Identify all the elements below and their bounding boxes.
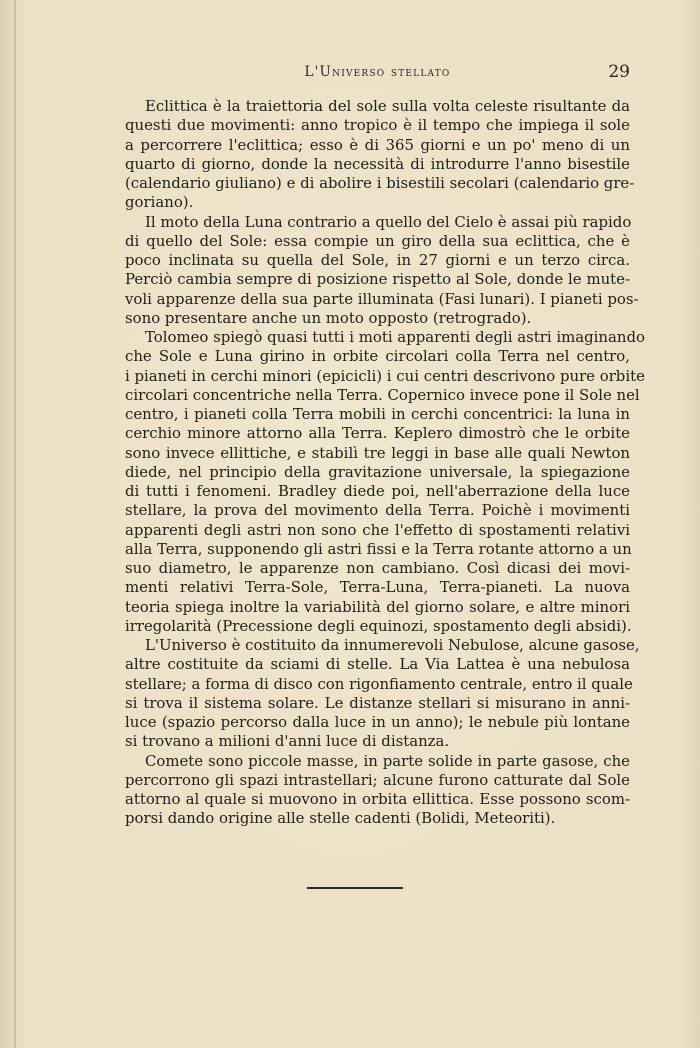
- end-rule: [307, 887, 403, 889]
- text-line: centro, i pianeti colla Terra mobili in cerchi concentrici: la luna in: [125, 405, 630, 423]
- text-line: Il moto della Luna contrario a quello del Cielo è assai più rapido: [145, 212, 632, 231]
- text-line: Perciò cambia sempre di posizione rispetto al Sole, donde le mute-: [125, 270, 630, 289]
- text-line: si trova il sistema solare. Le distanze stellari si misurano in anni-: [125, 693, 630, 712]
- text-line: L'Universo è costituito da innumerevoli Nebulose, alcune gasose,: [145, 636, 640, 654]
- text-line: Comete sono piccole masse, in parte solide in parte gasose, che: [145, 751, 630, 770]
- text-line: si trovano a milioni d'anni luce di distanza.: [125, 732, 450, 751]
- text-line: stellare, la prova del movimento della Terra. Poichè i movimenti: [125, 501, 630, 520]
- paragraph: [125, 97, 635, 213]
- paragraph: [125, 328, 645, 636]
- text-line: irregolarità (Precessione degli equinozi, spostamento degli absidi).: [125, 616, 632, 635]
- text-line: luce (spazio percorso dalla luce in un anno); le nebule più lontane: [125, 713, 630, 731]
- text-line: sono presentare anche un moto opposto (retrogrado).: [125, 308, 532, 327]
- text-line: che Sole e Luna girino in orbite circolari colla Terra nel centro,: [125, 347, 630, 366]
- paragraph: [125, 636, 640, 752]
- text-line: questi due movimenti: anno tropico è il tempo che impiega il sole: [125, 116, 630, 135]
- text-line: di quello del Sole: essa compie un giro della sua eclittica, che è: [125, 231, 630, 250]
- text-line: goriano).: [125, 193, 194, 212]
- text-line: sono invece ellittiche, e stabilì tre leggi in base alle quali Newton: [125, 443, 630, 462]
- text-line: a percorrere l'eclittica; esso è di 365 giorni e un po' meno di un: [125, 135, 630, 154]
- text-line: diede, nel principio della gravitazione universale, la spiegazione: [125, 462, 630, 481]
- text-line: cerchio minore attorno alla Terra. Keplero dimostrò che le orbite: [125, 424, 630, 443]
- page-number: 29: [608, 62, 630, 82]
- text-line: menti relativi Terra-Sole, Terra-Luna, Terra-pianeti. La nuova: [125, 578, 630, 597]
- text-line: Tolomeo spiegò quasi tutti i moti apparenti degli astri imaginando: [145, 328, 645, 346]
- text-line: attorno al quale si muovono in orbita ellittica. Esse possono scom-: [125, 790, 630, 808]
- text-line: quarto di giorno, donde la necessità di introdurre l'anno bisestile: [125, 154, 630, 173]
- text-line: alla Terra, supponendo gli astri fissi e la Terra rotante attorno a un: [125, 539, 632, 558]
- text-line: i pianeti in cerchi minori (epicicli) i cui centri descrivono pure orbite: [125, 366, 645, 385]
- page-header: [125, 62, 630, 88]
- text-line: percorrono gli spazi intrastellari; alcune furono catturate dal Sole: [125, 770, 630, 789]
- text-line: porsi dando origine alle stelle cadenti (Bolidi, Meteoriti).: [125, 809, 556, 828]
- text-line: Eclittica è la traiettoria del sole sulla volta celeste risultante da: [145, 97, 630, 115]
- paragraph: [125, 752, 630, 829]
- body-text: [125, 97, 645, 829]
- text-line: (calendario giuliano) e di abolire i bisestili secolari (calendario gre-: [125, 174, 635, 192]
- text-line: teoria spiega inoltre la variabilità del giorno solare, e altre minori: [125, 597, 630, 616]
- text-line: voli apparenze della sua parte illuminata (Fasi lunari). I pianeti pos-: [125, 289, 639, 308]
- paragraph: [125, 212, 639, 329]
- text-line: suo diametro, le apparenze non cambiano. Così dicasi dei movi-: [125, 559, 630, 577]
- text-line: altre costituite da sciami di stelle. La Via Lattea è una nebulosa: [125, 655, 630, 674]
- text-line: poco inclinata su quella del Sole, in 27 giorni e un terzo circa.: [125, 251, 630, 269]
- text-line: apparenti degli astri non sono che l'effetto di spostamenti relativi: [125, 520, 630, 539]
- running-title: L'Universo stellato: [304, 64, 451, 80]
- text-line: circolari concentriche nella Terra. Copernico invece pone il Sole nel: [125, 385, 640, 404]
- text-line: di tutti i fenomeni. Bradley diede poi, nell'aberrazione della luce: [125, 482, 630, 500]
- page-gutter: [14, 0, 16, 1048]
- text-line: stellare; a forma di disco con rigonfiamento centrale, entro il quale: [125, 674, 633, 693]
